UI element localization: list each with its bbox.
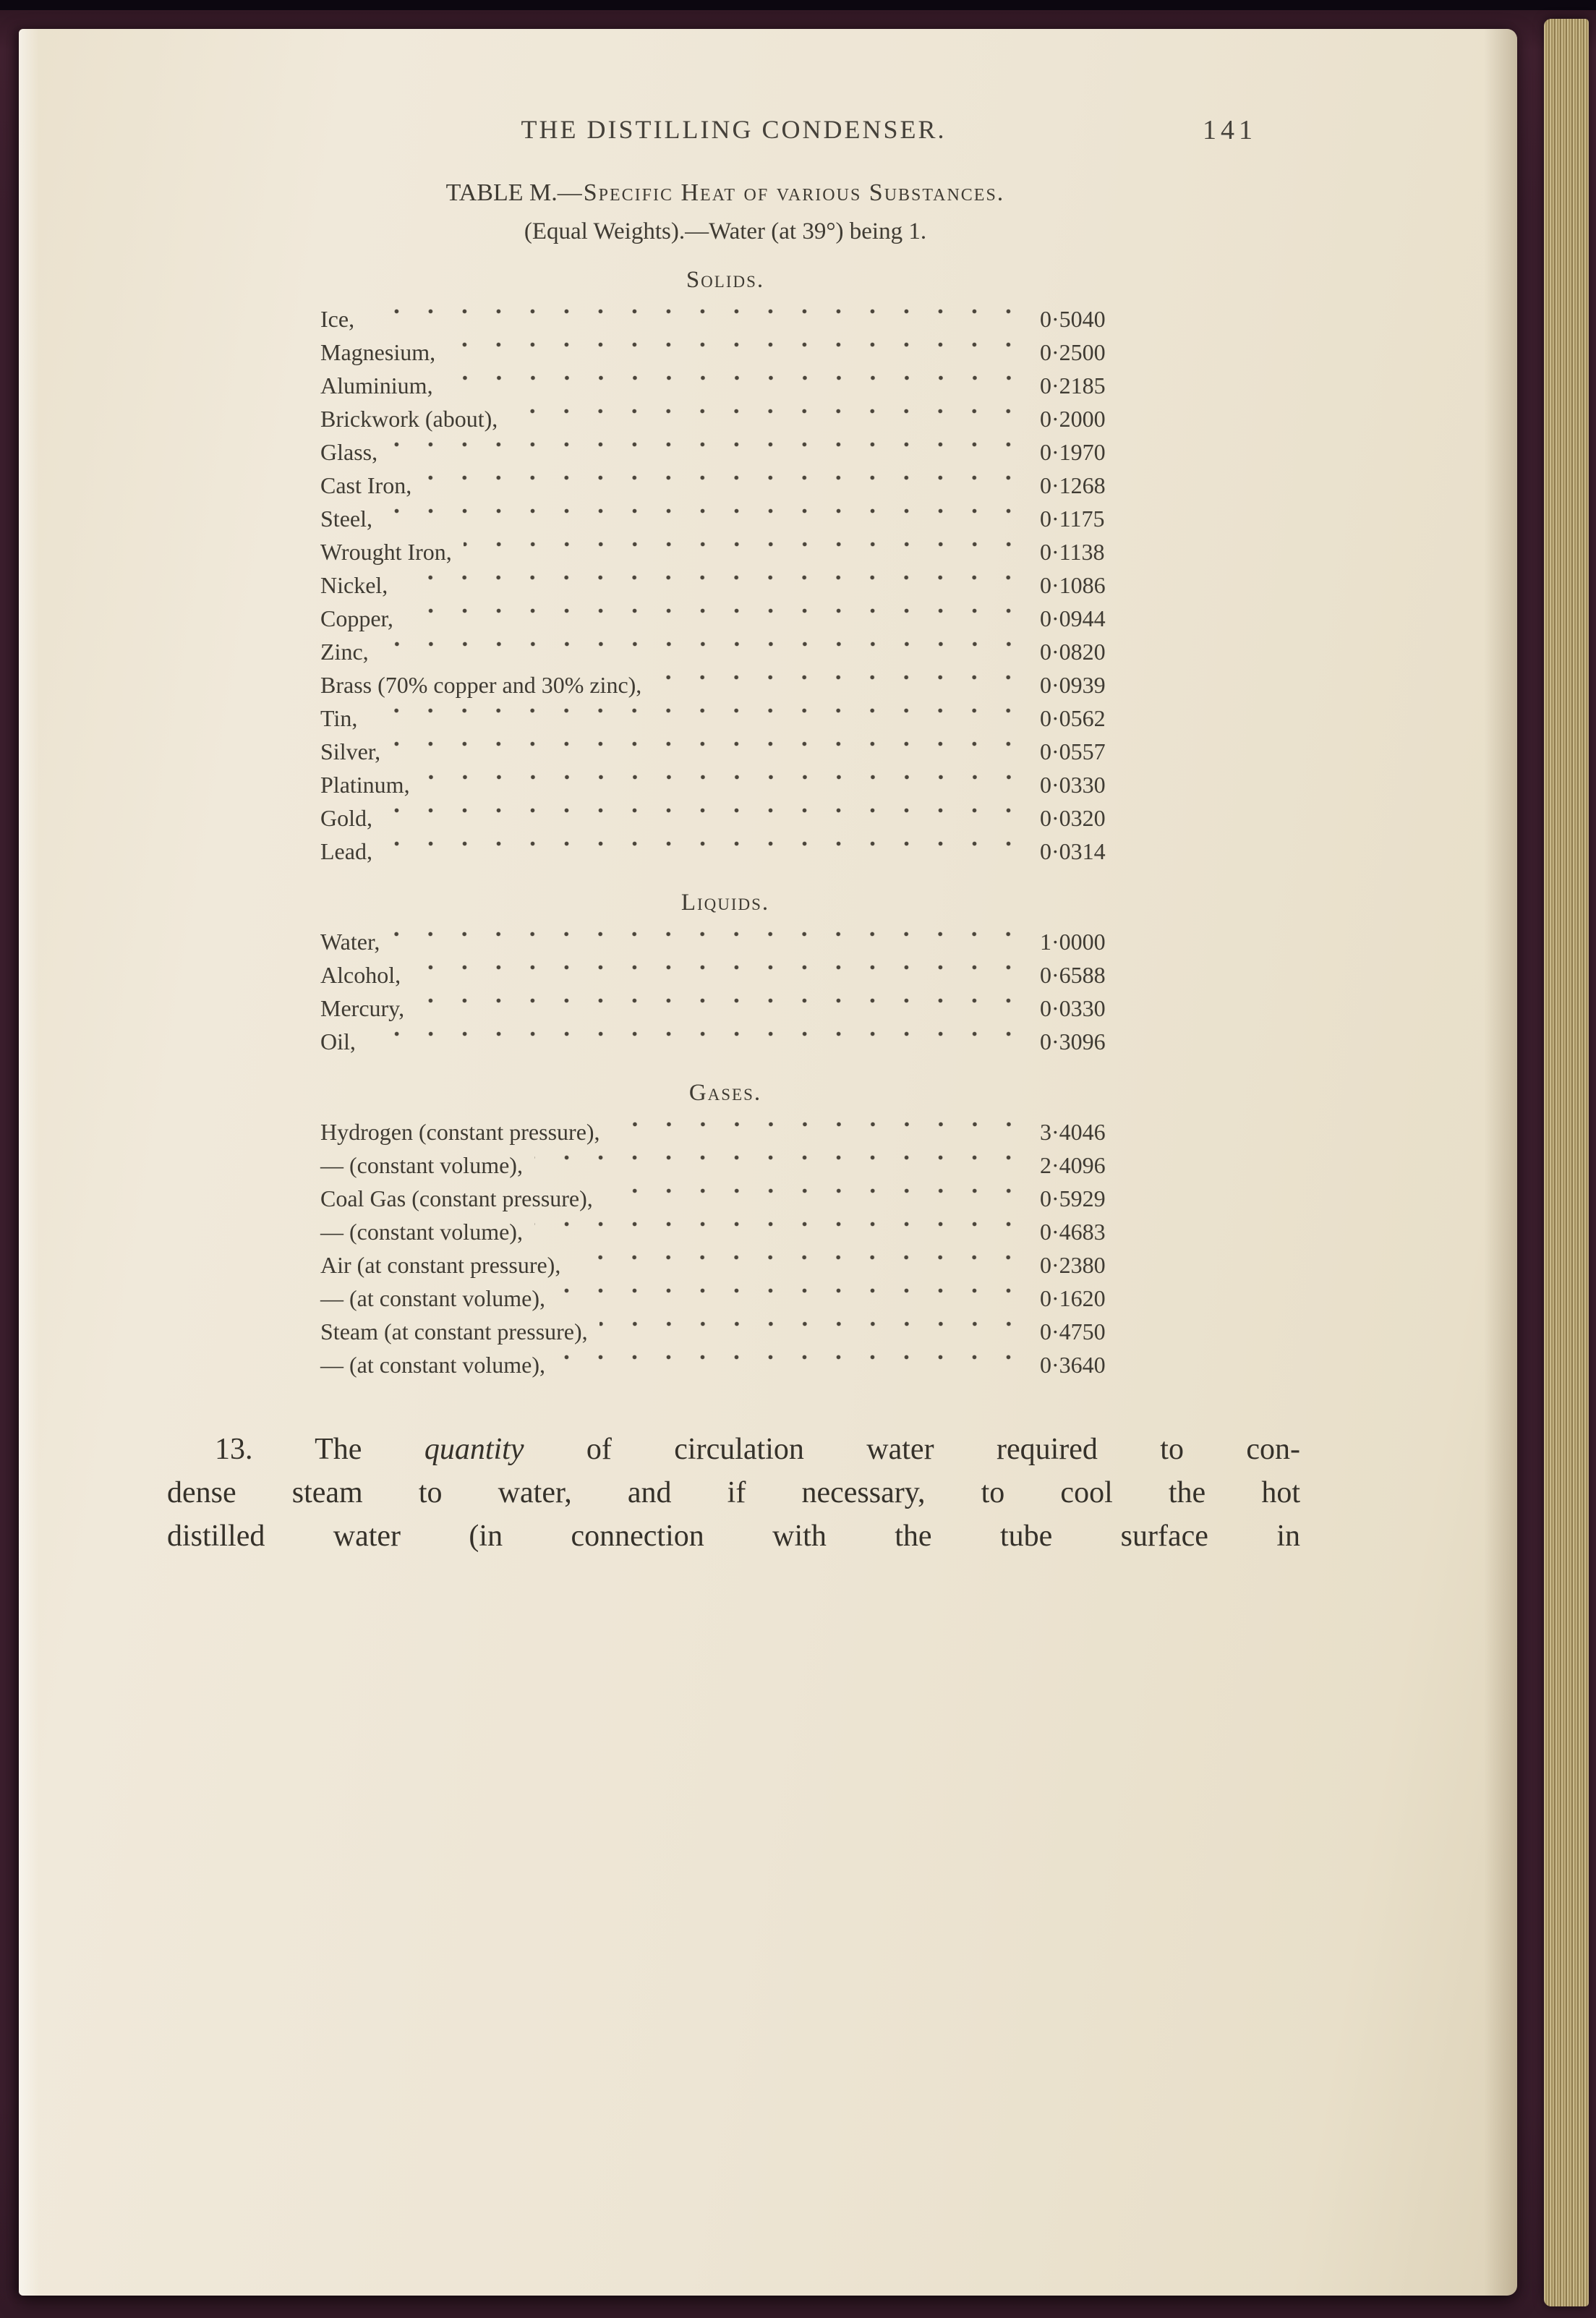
paragraph-text: 13. The xyxy=(215,1433,424,1466)
table-subtitle: (Equal Weights).—Water (at 39°) being 1. xyxy=(524,218,927,244)
row-value: 0·1970 xyxy=(1040,439,1106,465)
table-title-main: TABLE M. xyxy=(445,179,558,206)
table-row xyxy=(320,668,1130,702)
row-value: 0·2000 xyxy=(1040,406,1106,432)
row-value: 0·1138 xyxy=(1040,539,1105,565)
row-value: 0·5040 xyxy=(1040,306,1106,332)
dot-leader xyxy=(557,1348,1034,1381)
dot-leader xyxy=(384,502,1034,535)
table-row xyxy=(320,1282,1130,1315)
dot-leader xyxy=(557,1282,1034,1315)
dot-leader xyxy=(599,1315,1034,1348)
table-row xyxy=(320,435,1130,469)
row-label: Oil, xyxy=(320,1028,356,1054)
row-value: 0·0330 xyxy=(1040,772,1106,798)
paragraph-line-3: distilled water (in connection with the tube surface in xyxy=(167,1520,1300,1553)
table-row xyxy=(320,1348,1130,1381)
dot-leader xyxy=(612,1115,1034,1149)
table-row xyxy=(320,369,1130,402)
table-row xyxy=(320,1315,1130,1348)
dot-leader xyxy=(464,535,1034,568)
table-row xyxy=(320,1215,1130,1248)
dot-leader xyxy=(447,336,1034,369)
row-value: 0·0562 xyxy=(1040,705,1106,731)
section-heading: Solids. xyxy=(686,267,765,293)
dot-leader xyxy=(392,735,1034,768)
dot-leader xyxy=(572,1248,1034,1282)
table-row xyxy=(320,1182,1130,1215)
table-row xyxy=(320,602,1130,635)
row-value: 0·0820 xyxy=(1040,639,1106,665)
dot-leader xyxy=(369,702,1034,735)
table-row xyxy=(320,302,1130,336)
row-label: Hydrogen (constant pressure), xyxy=(320,1119,600,1145)
table-row xyxy=(320,801,1130,835)
table-row xyxy=(320,1025,1130,1058)
table-title-rest: —Specific Heat of various Substances. xyxy=(557,179,1005,206)
table-row xyxy=(320,1115,1130,1149)
row-value: 0·0939 xyxy=(1040,672,1106,698)
table-row xyxy=(320,1149,1130,1182)
dot-leader xyxy=(509,402,1034,435)
dot-leader xyxy=(399,568,1034,602)
row-label: Air (at constant pressure), xyxy=(320,1252,561,1278)
dot-leader xyxy=(380,635,1034,668)
table-row xyxy=(320,925,1130,958)
dot-leader xyxy=(605,1182,1034,1215)
row-value: 0·3640 xyxy=(1040,1352,1106,1378)
page-content xyxy=(167,114,1300,1558)
row-value: 0·2500 xyxy=(1040,339,1106,365)
row-label: Steam (at constant pressure), xyxy=(320,1318,588,1345)
table-title xyxy=(320,179,1130,207)
row-label: Brass (70% copper and 30% zinc), xyxy=(320,672,642,698)
book-page xyxy=(19,29,1517,2296)
table-row xyxy=(320,735,1130,768)
table-row xyxy=(320,469,1130,502)
dot-leader xyxy=(416,992,1034,1025)
row-label: Alcohol, xyxy=(320,962,401,988)
row-label: Glass, xyxy=(320,439,378,465)
dot-leader xyxy=(367,1025,1034,1058)
dot-leader xyxy=(405,602,1034,635)
table-row xyxy=(320,568,1130,602)
row-value: 0·1268 xyxy=(1040,472,1106,498)
row-value: 1·0000 xyxy=(1040,929,1106,955)
row-value: 0·6588 xyxy=(1040,962,1106,988)
page-header xyxy=(167,114,1300,145)
row-label: — (at constant volume), xyxy=(320,1285,546,1311)
row-value: 0·4683 xyxy=(1040,1219,1106,1245)
table-row xyxy=(320,535,1130,568)
dot-leader xyxy=(422,768,1034,801)
row-label: Magnesium, xyxy=(320,339,436,365)
row-value: 0·2380 xyxy=(1040,1252,1106,1278)
section-heading: Gases. xyxy=(688,1080,762,1106)
dot-leader xyxy=(445,369,1034,402)
paragraph-line-1 xyxy=(167,1428,1300,1471)
page-stack-edge xyxy=(1544,19,1589,2306)
dot-leader xyxy=(534,1215,1034,1248)
row-value: 3·4046 xyxy=(1040,1119,1106,1145)
table-row xyxy=(320,768,1130,801)
table-m xyxy=(320,179,1130,1381)
table-sections xyxy=(320,267,1130,1381)
row-label: — (at constant volume), xyxy=(320,1352,546,1378)
body-paragraph xyxy=(167,1428,1300,1558)
table-row xyxy=(320,502,1130,535)
row-label: Silver, xyxy=(320,738,381,764)
row-label: Brickwork (about), xyxy=(320,406,498,432)
row-value: 0·1620 xyxy=(1040,1285,1106,1311)
table-row xyxy=(320,702,1130,735)
row-label: Wrought Iron, xyxy=(320,539,452,565)
row-label: Nickel, xyxy=(320,572,388,598)
dot-leader xyxy=(384,835,1034,868)
book-cover-top-band xyxy=(0,0,1596,10)
table-row xyxy=(320,958,1130,992)
table-row xyxy=(320,336,1130,369)
dot-leader xyxy=(384,801,1034,835)
row-value: 0·2185 xyxy=(1040,372,1106,399)
row-value: 0·3096 xyxy=(1040,1028,1106,1054)
dot-leader xyxy=(366,302,1034,336)
row-label: Cast Iron, xyxy=(320,472,412,498)
row-value: 0·0330 xyxy=(1040,995,1106,1021)
paragraph-text: of circulation water required to con- xyxy=(524,1433,1300,1466)
section-heading: Liquids. xyxy=(680,890,770,916)
row-label: Lead, xyxy=(320,838,372,864)
row-value: 0·4750 xyxy=(1040,1318,1106,1345)
dot-leader xyxy=(391,925,1034,958)
dot-leader xyxy=(423,469,1034,502)
row-value: 0·1175 xyxy=(1040,506,1105,532)
table-row xyxy=(320,635,1130,668)
dot-leader xyxy=(534,1149,1034,1182)
row-label: Copper, xyxy=(320,605,393,631)
table-row xyxy=(320,835,1130,868)
row-label: Aluminium, xyxy=(320,372,433,399)
table-row xyxy=(320,992,1130,1025)
row-label: Zinc, xyxy=(320,639,369,665)
dot-leader xyxy=(389,435,1034,469)
dot-leader xyxy=(653,668,1034,702)
row-value: 0·0320 xyxy=(1040,805,1106,831)
row-label: — (constant volume), xyxy=(320,1152,523,1178)
row-value: 0·0557 xyxy=(1040,738,1106,764)
row-label: Mercury, xyxy=(320,995,405,1021)
table-row xyxy=(320,402,1130,435)
row-label: Tin, xyxy=(320,705,358,731)
table-row xyxy=(320,1248,1130,1282)
row-value: 0·5929 xyxy=(1040,1185,1106,1211)
dot-leader xyxy=(412,958,1034,992)
row-value: 2·4096 xyxy=(1040,1152,1106,1178)
row-label: Water, xyxy=(320,929,380,955)
row-value: 0·1086 xyxy=(1040,572,1106,598)
row-label: — (constant volume), xyxy=(320,1219,523,1245)
row-label: Platinum, xyxy=(320,772,410,798)
row-label: Steel, xyxy=(320,506,372,532)
row-value: 0·0314 xyxy=(1040,838,1106,864)
row-label: Coal Gas (constant pressure), xyxy=(320,1185,593,1211)
paragraph-italic-word: quantity xyxy=(424,1433,524,1466)
row-label: Gold, xyxy=(320,805,372,831)
row-label: Ice, xyxy=(320,306,355,332)
paragraph-line-2: dense steam to water, and if necessary, to cool the hot xyxy=(167,1476,1300,1509)
page-number: 141 xyxy=(1203,115,1257,145)
row-value: 0·0944 xyxy=(1040,605,1106,631)
running-head: THE DISTILLING CONDENSER. xyxy=(521,115,947,144)
